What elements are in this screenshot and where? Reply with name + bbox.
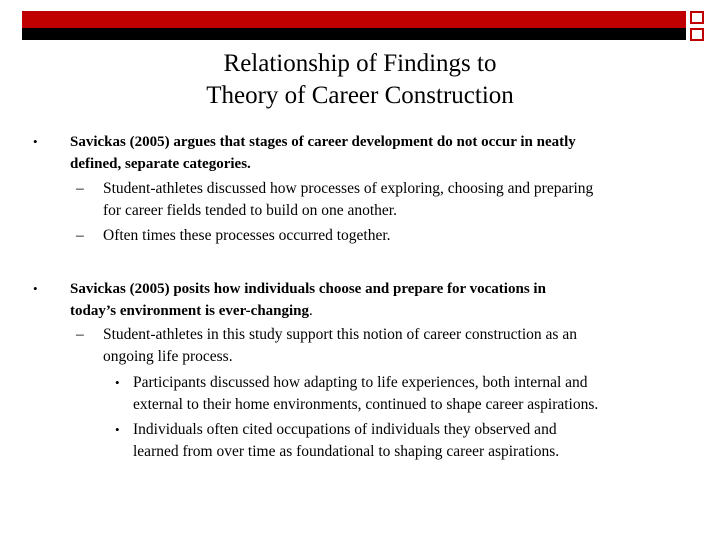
bullet-icon: • (115, 375, 120, 390)
section2-main-line2-text: today’s environment is ever-changing (70, 303, 310, 319)
section2-main-line1: Savickas (2005) posits how individuals choose and prepare for vocations in (70, 281, 546, 297)
section2-sub1-line1: Student-athletes in this study support this notion of career construction as an (103, 326, 577, 343)
section2-main-line2 (70, 300, 313, 322)
bullet-icon: • (115, 422, 120, 437)
section2-subsub1-line1: Participants discussed how adapting to life experiences, both internal and (133, 374, 588, 391)
section1-sub1-line2: for career fields tended to build on one another. (103, 202, 397, 219)
corner-square-bottom (690, 28, 704, 41)
section2-subsub2-line1: Individuals often cited occupations of individuals they observed and (133, 421, 557, 438)
bullet-icon: • (33, 134, 38, 149)
section1-main-line2: defined, separate categories. (70, 156, 251, 172)
slide-title-line2: Theory of Career Construction (206, 82, 514, 109)
section2-sub1-line2: ongoing life process. (103, 348, 233, 365)
slide-title (0, 48, 720, 112)
dash-icon: – (76, 227, 84, 244)
section1-main-line1: Savickas (2005) argues that stages of career development do not occur in neatly (70, 134, 576, 150)
bullet-icon: • (33, 281, 38, 296)
section1-sub1-line1: Student-athletes discussed how processes of exploring, choosing and preparing (103, 180, 594, 197)
section2-subsub2-line2: learned from over time as foundational to shaping career aspirations. (133, 443, 560, 460)
section2-main-line2-period: . (309, 303, 313, 319)
dash-icon: – (76, 326, 84, 343)
header-black-bar (22, 28, 686, 40)
slide-title-line1: Relationship of Findings to (223, 50, 497, 77)
section2-subsub1-line2: external to their home environments, continued to shape career aspirations. (133, 396, 599, 413)
section1-sub2-line1: Often times these processes occurred together. (103, 227, 391, 244)
dash-icon: – (76, 180, 84, 197)
corner-square-top (690, 11, 704, 24)
header-red-bar (22, 11, 686, 28)
